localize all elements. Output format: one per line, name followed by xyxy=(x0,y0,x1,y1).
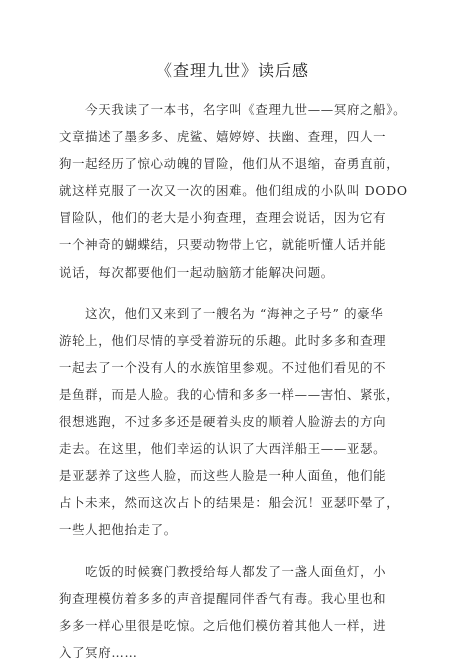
text-line: 占卜未来，然而这次占卜的结果是：船会沉！亚瑟吓晕了， xyxy=(59,495,400,511)
text-line: 是鱼群，而是人脸。我的心情和多多一样——害怕、紧张， xyxy=(59,386,400,402)
text-line: 一些人把他抬走了。 xyxy=(59,522,177,538)
text-line: 文章描述了墨多多、虎鲨、嬉婷婷、扶幽、查理，四人一 xyxy=(59,129,387,145)
text-line: 一个神奇的蝴蝶结，只要动物带上它，就能听懂人话并能 xyxy=(59,237,387,253)
paragraph-3 xyxy=(59,558,415,666)
text-line: 很想逃跑，不过多多还是硬着头皮的顺着人脸游去的方向 xyxy=(59,414,387,430)
text-line: 一起去了一个没有人的水族馆里参观。不过他们看见的不 xyxy=(59,359,387,375)
text-line: 就这样克服了一次又一次的困难。他们组成的小队叫 DODO xyxy=(59,183,408,199)
paragraph-gap xyxy=(59,286,415,300)
text-line: 说话，每次都要他们一起动脑筋才能解决问题。 xyxy=(59,264,334,280)
text-line: 狗查理模仿着多多的声音提醒同伴香气有毒。我心里也和 xyxy=(59,590,387,606)
document-title: 《查理九世》读后感 xyxy=(155,61,309,80)
text-line: 是亚瑟养了这些人脸，而这些人脸是一种人面鱼，他们能 xyxy=(59,468,387,484)
paragraph-2 xyxy=(59,300,415,544)
text-line: 吃饭的时候赛门教授给每人都发了一盏人面鱼灯，小 xyxy=(59,563,387,579)
text-line: 冒险队，他们的老大是小狗查理，查理会说话，因为它有 xyxy=(59,210,387,226)
text-line: 游轮上，他们尽情的享受着游玩的乐趣。此时多多和查理 xyxy=(59,332,387,348)
text-line: 今天我读了一本书，名字叫《查理九世——冥府之船》。 xyxy=(59,102,407,117)
text-line: 多多一样心里很是吃惊。之后他们模仿着其他人一样，进 xyxy=(59,617,387,633)
paragraph-gap xyxy=(59,544,415,558)
text-line: 狗一起经历了惊心动魄的冒险，他们从不退缩，奋勇直前， xyxy=(59,156,400,172)
text-line: 入了冥府…… xyxy=(59,644,138,660)
document-body xyxy=(59,96,415,666)
paragraph-1 xyxy=(59,96,415,286)
text-line: 走去。在这里，他们幸运的认识了大西洋船王——亚瑟。 xyxy=(59,441,387,457)
text-line: 这次，他们又来到了一艘名为 “海神之子号” 的豪华 xyxy=(59,305,384,321)
